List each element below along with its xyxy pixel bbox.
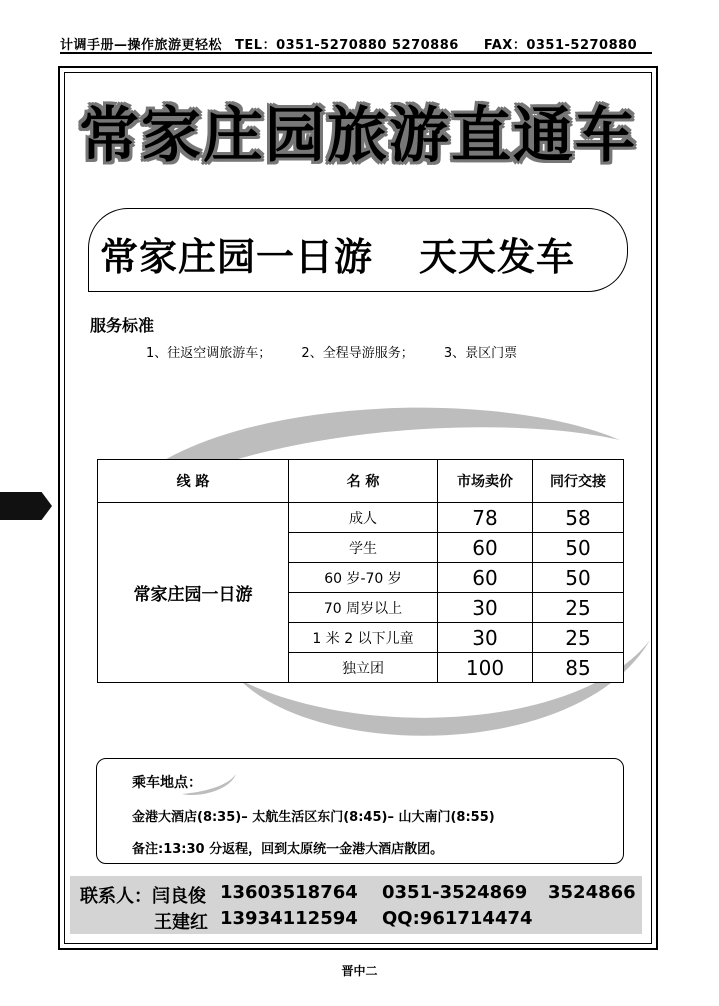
pickup-note: 备注:13:30 分返程，回到太原统一金港大酒店散团。 bbox=[132, 842, 444, 857]
peer-price-cell: 50 bbox=[533, 533, 624, 563]
name-cell: 独立团 bbox=[289, 653, 438, 683]
banner-daily: 天天发车 bbox=[419, 235, 576, 279]
peer-price-cell: 58 bbox=[533, 503, 624, 533]
peer-price-cell: 50 bbox=[533, 563, 624, 593]
col-header-peer: 同行交接 bbox=[533, 460, 624, 503]
contact-person-2: 王建红 bbox=[154, 912, 208, 933]
contact-phone-2: 13934112594 bbox=[220, 908, 358, 929]
service-item: 2、全程导游服务； bbox=[301, 346, 414, 361]
table-row bbox=[98, 503, 624, 533]
market-price-cell: 78 bbox=[438, 503, 533, 533]
service-item: 1、往返空调旅游车； bbox=[146, 346, 272, 361]
col-header-route: 线 路 bbox=[98, 460, 289, 503]
col-header-market: 市场卖价 bbox=[438, 460, 533, 503]
contact-tel-1: 0351-3524869 bbox=[382, 882, 528, 903]
contact-label: 联系人： bbox=[80, 886, 152, 907]
contact-row-1 bbox=[80, 882, 206, 908]
service-item: 3、景区门票 bbox=[443, 346, 518, 361]
header-fax: FAX：0351-5270880 bbox=[483, 38, 638, 53]
market-price-cell: 60 bbox=[438, 533, 533, 563]
header-line bbox=[60, 34, 652, 53]
peer-price-cell: 85 bbox=[533, 653, 624, 683]
name-cell: 成人 bbox=[289, 503, 438, 533]
service-items bbox=[146, 342, 543, 361]
banner-text bbox=[100, 226, 575, 281]
side-tab-marker bbox=[0, 492, 52, 520]
pickup-route: 金港大酒店(8:35)– 太航生活区东门(8:45)– 山大南门(8:55) bbox=[132, 810, 495, 825]
contact-person-1: 闫良俊 bbox=[152, 886, 206, 907]
header-tel: TEL：0351-5270880 5270886 bbox=[235, 38, 459, 53]
name-cell: 60 岁-70 岁 bbox=[289, 563, 438, 593]
peer-price-cell: 25 bbox=[533, 623, 624, 653]
contact-qq: QQ:961714474 bbox=[382, 908, 533, 929]
header-slogan: 计调手册—操作旅游更轻松 bbox=[60, 38, 223, 53]
service-title: 服务标准 bbox=[90, 316, 155, 335]
pickup-title: 乘车地点： bbox=[132, 775, 202, 791]
market-price-cell: 30 bbox=[438, 593, 533, 623]
route-cell: 常家庄园一日游 bbox=[98, 503, 289, 683]
market-price-cell: 60 bbox=[438, 563, 533, 593]
table-header-row bbox=[98, 460, 624, 503]
market-price-cell: 100 bbox=[438, 653, 533, 683]
contact-phone-1: 13603518764 bbox=[220, 882, 358, 903]
contact-tel-2: 3524866 bbox=[548, 882, 636, 903]
name-cell: 1 米 2 以下儿童 bbox=[289, 623, 438, 653]
header-rule bbox=[60, 52, 652, 54]
name-cell: 学生 bbox=[289, 533, 438, 563]
page-footer: 晋中二 bbox=[341, 964, 378, 978]
col-header-name: 名 称 bbox=[289, 460, 438, 503]
banner-tour-name: 常家庄园一日游 bbox=[100, 235, 374, 279]
market-price-cell: 30 bbox=[438, 623, 533, 653]
page-title: 常家庄园旅游直通车 bbox=[79, 101, 637, 171]
peer-price-cell: 25 bbox=[533, 593, 624, 623]
name-cell: 70 周岁以上 bbox=[289, 593, 438, 623]
price-table bbox=[97, 459, 624, 683]
